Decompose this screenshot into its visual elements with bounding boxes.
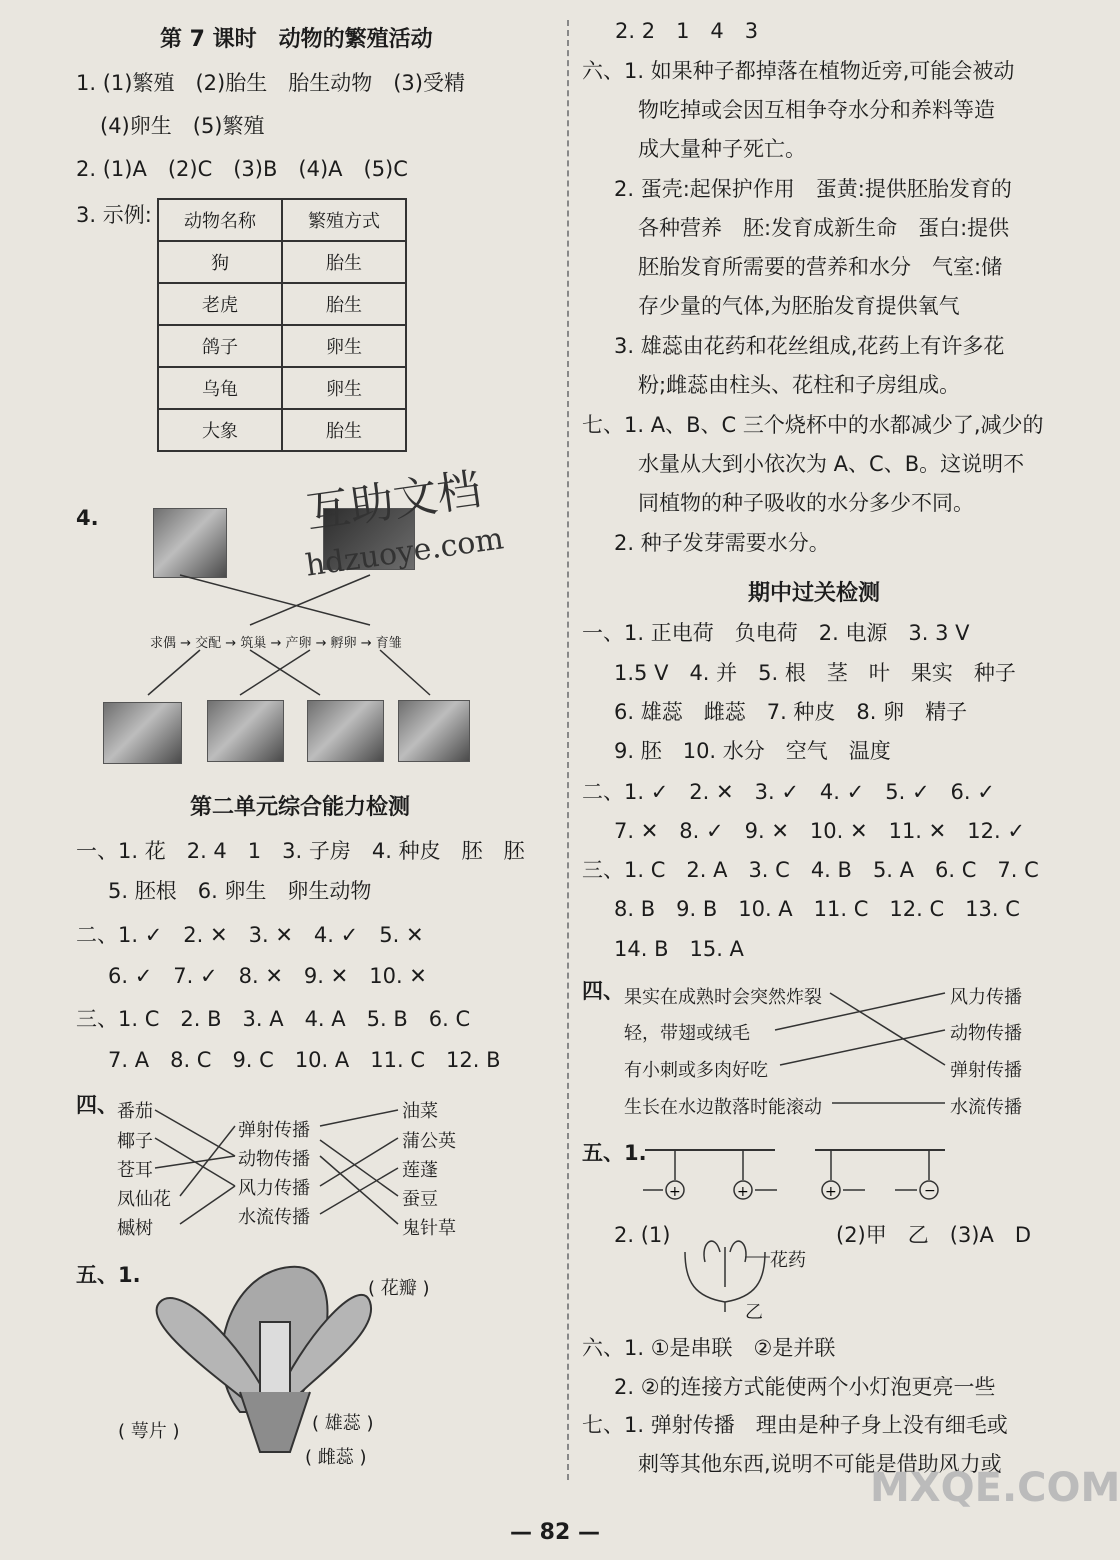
answer-line: 8. B 9. B 10. A 11. C 12. C 13. C — [614, 897, 1020, 921]
bird-photo — [103, 702, 182, 764]
answer-line: 2. 种子发芽需要水分。 — [614, 531, 830, 555]
answer-line: 14. B 15. A — [614, 937, 744, 961]
matching-item: 动物传播 — [238, 1149, 310, 1170]
stamp-text: 互助文档 — [302, 463, 485, 539]
column-divider — [567, 20, 569, 1480]
table-cell: 狗 — [158, 241, 282, 283]
table-cell: 胎生 — [282, 241, 406, 283]
table-row — [158, 367, 406, 409]
matching-item: 蒲公英 — [402, 1131, 456, 1152]
matching-item: 水流传播 — [950, 1097, 1022, 1118]
answer-line: 一、1. 花 2. 4 1 3. 子房 4. 种皮 胚 胚 — [76, 839, 525, 863]
matching-item: 弹射传播 — [238, 1120, 310, 1141]
table-row — [158, 283, 406, 325]
matching-item: 蚕豆 — [402, 1189, 438, 1210]
anther-label: 花药 — [770, 1250, 806, 1271]
matching-item: 油菜 — [402, 1101, 438, 1122]
answer-line: 2. 2 1 4 3 — [615, 19, 759, 43]
matching-item: 果实在成熟时会突然炸裂 — [624, 987, 822, 1008]
table-row — [158, 241, 406, 283]
answer-line: 一、1. 正电荷 负电荷 2. 电源 3. 3 V — [582, 621, 970, 645]
svg-text:+: + — [737, 1184, 749, 1200]
answer-line: 二、1. ✓ 2. ✕ 3. ✕ 4. ✓ 5. ✕ — [76, 923, 424, 947]
answer-line: 七、1. A、B、C 三个烧杯中的水都减少了,减少的 — [582, 413, 1044, 437]
matching-item: 水流传播 — [238, 1207, 310, 1228]
answer-line: 7. A 8. C 9. C 10. A 11. C 12. B — [108, 1048, 501, 1072]
svg-text:−: − — [924, 1183, 936, 1199]
answer-line: 五、1. — [76, 1263, 141, 1287]
answer-line: 三、1. C 2. A 3. C 4. B 5. A 6. C 7. C — [582, 858, 1039, 882]
section-title: 期中过关检测 — [748, 581, 881, 606]
answer-line: 6. ✓ 7. ✓ 8. ✕ 9. ✕ 10. ✕ — [108, 964, 427, 988]
answer-line: 2. (1)A (2)C (3)B (4)A (5)C — [76, 157, 408, 181]
table-header: 动物名称 — [158, 199, 282, 241]
handwritten-stamp — [295, 465, 555, 605]
answer-line: 三、1. C 2. B 3. A 4. A 5. B 6. C — [76, 1007, 471, 1031]
answer-line: 七、1. 弹射传播 理由是种子身上没有细毛或 — [582, 1413, 1008, 1437]
answer-line: 4. — [76, 506, 99, 530]
table-cell: 大象 — [158, 409, 282, 451]
stork-photo — [398, 700, 470, 762]
matching-lines — [150, 1100, 410, 1230]
matching-item: 风力传播 — [950, 987, 1022, 1008]
answer-line: 5. 胚根 6. 卵生 卵生动物 — [108, 879, 372, 903]
matching-item: 弹射传播 — [950, 1060, 1022, 1081]
unit-title: 第二单元综合能力检测 — [190, 795, 411, 820]
answer-line: 水量从大到小依次为 A、C、B。这说明不 — [638, 452, 1025, 476]
page-number: — 82 — — [510, 1520, 600, 1545]
stamp-url: hdzuoye.com — [303, 521, 506, 584]
chicks-photo — [307, 700, 384, 762]
matching-item: 椰子 — [117, 1131, 153, 1152]
answer-line: 9. 胚 10. 水分 空气 温度 — [614, 739, 891, 763]
answer-line: 二、1. ✓ 2. ✕ 3. ✓ 4. ✓ 5. ✓ 6. ✓ — [582, 780, 995, 804]
matching-item: 有小刺或多肉好吃 — [624, 1060, 768, 1081]
answer-line: 五、1. — [582, 1141, 647, 1165]
matching-item: 轻，带翅或绒毛 — [624, 1023, 750, 1044]
svg-text:+: + — [669, 1184, 681, 1200]
answer-line: 3. 雄蕊由花药和花丝组成,花药上有许多花 — [614, 334, 1005, 358]
bird-photo — [153, 508, 227, 578]
answer-line: (4)卵生 (5)繁殖 — [100, 114, 265, 138]
matching-item: 生长在水边散落时能滚动 — [624, 1097, 822, 1118]
table-cell: 卵生 — [282, 367, 406, 409]
nest-photo — [207, 700, 284, 762]
flower-label-sepal: ( 萼片 ) — [118, 1421, 180, 1442]
answer-line: 2. (1) — [614, 1223, 671, 1247]
answer-line: 刺等其他东西,说明不可能是借助风力或 — [638, 1452, 1002, 1476]
lesson-title: 第 7 课时 动物的繁殖活动 — [160, 27, 433, 52]
matching-item: 番茄 — [117, 1101, 153, 1122]
answer-line: 1.5 V 4. 并 5. 根 茎 叶 果实 种子 — [614, 661, 1016, 685]
flower-label-stamen: ( 雄蕊 ) — [312, 1413, 374, 1434]
answer-line: 6. 雄蕊 雌蕊 7. 种皮 8. 卵 精子 — [614, 700, 968, 724]
table-cell: 乌龟 — [158, 367, 282, 409]
matching-item: 莲蓬 — [402, 1160, 438, 1181]
answer-line: 存少量的气体,为胚胎发育提供氧气 — [638, 294, 960, 318]
answer-line: 7. ✕ 8. ✓ 9. ✕ 10. ✕ 11. ✕ 12. ✓ — [614, 819, 1025, 843]
matching-item: 风力传播 — [238, 1178, 310, 1199]
answer-line: 2. 蛋壳:起保护作用 蛋黄:提供胚胎发育的 — [614, 177, 1012, 201]
answer-line: 粉;雌蕊由柱头、花柱和子房组成。 — [638, 373, 961, 397]
table-row — [158, 325, 406, 367]
flower-label-pistil: ( 雌蕊 ) — [305, 1447, 367, 1468]
answer-line: 同植物的种子吸收的水分多少不同。 — [638, 491, 974, 515]
page-number-value: 82 — [539, 1520, 571, 1545]
answer-line: 2. ②的连接方式能使两个小灯泡更亮一些 — [614, 1375, 996, 1399]
charge-diagram — [635, 1142, 955, 1208]
answer-line: 胚胎发育所需要的营养和水分 气室:储 — [638, 255, 1003, 279]
table-header: 繁殖方式 — [282, 199, 406, 241]
match-lines-bottom — [140, 645, 460, 700]
answer-line: 成大量种子死亡。 — [638, 137, 806, 161]
table-cell: 卵生 — [282, 325, 406, 367]
answer-line: (2)甲 乙 (3)A D — [836, 1223, 1032, 1247]
matching-item: 苍耳 — [117, 1160, 153, 1181]
answer-line: 六、1. ①是串联 ②是并联 — [582, 1336, 836, 1360]
table-cell: 胎生 — [282, 283, 406, 325]
answer-line: 四、 — [76, 1093, 118, 1117]
table-cell: 鸽子 — [158, 325, 282, 367]
answer-line: 3. 示例: — [76, 203, 152, 227]
flower-label-petal: ( 花瓣 ) — [368, 1278, 430, 1299]
svg-text:+: + — [825, 1184, 837, 1200]
matching-item: 凤仙花 — [117, 1189, 171, 1210]
breeding-table — [157, 198, 407, 452]
answer-line: 四、 — [582, 979, 624, 1003]
table-row — [158, 409, 406, 451]
breeding-flow: 求偶 → 交配 → 筑巢 → 产卵 → 孵卵 → 育雏 — [150, 636, 402, 651]
table-cell: 老虎 — [158, 283, 282, 325]
matching-item: 槭树 — [117, 1218, 153, 1239]
table-cell: 胎生 — [282, 409, 406, 451]
answer-line: 1. (1)繁殖 (2)胎生 胎生动物 (3)受精 — [76, 71, 465, 95]
flower-b-label: 乙 — [745, 1302, 763, 1323]
answer-line: 物吃掉或会因互相争夺水分和养料等造 — [638, 98, 995, 122]
answer-line: 各种营养 胚:发育成新生命 蛋白:提供 — [638, 216, 1010, 240]
matching-lines — [770, 985, 950, 1115]
answer-line: 六、1. 如果种子都掉落在植物近旁,可能会被动 — [582, 59, 1015, 83]
table-header-row — [158, 199, 406, 241]
watermark: MXQE.COM — [870, 1465, 1120, 1511]
matching-item: 鬼针草 — [402, 1218, 456, 1239]
matching-item: 动物传播 — [950, 1023, 1022, 1044]
